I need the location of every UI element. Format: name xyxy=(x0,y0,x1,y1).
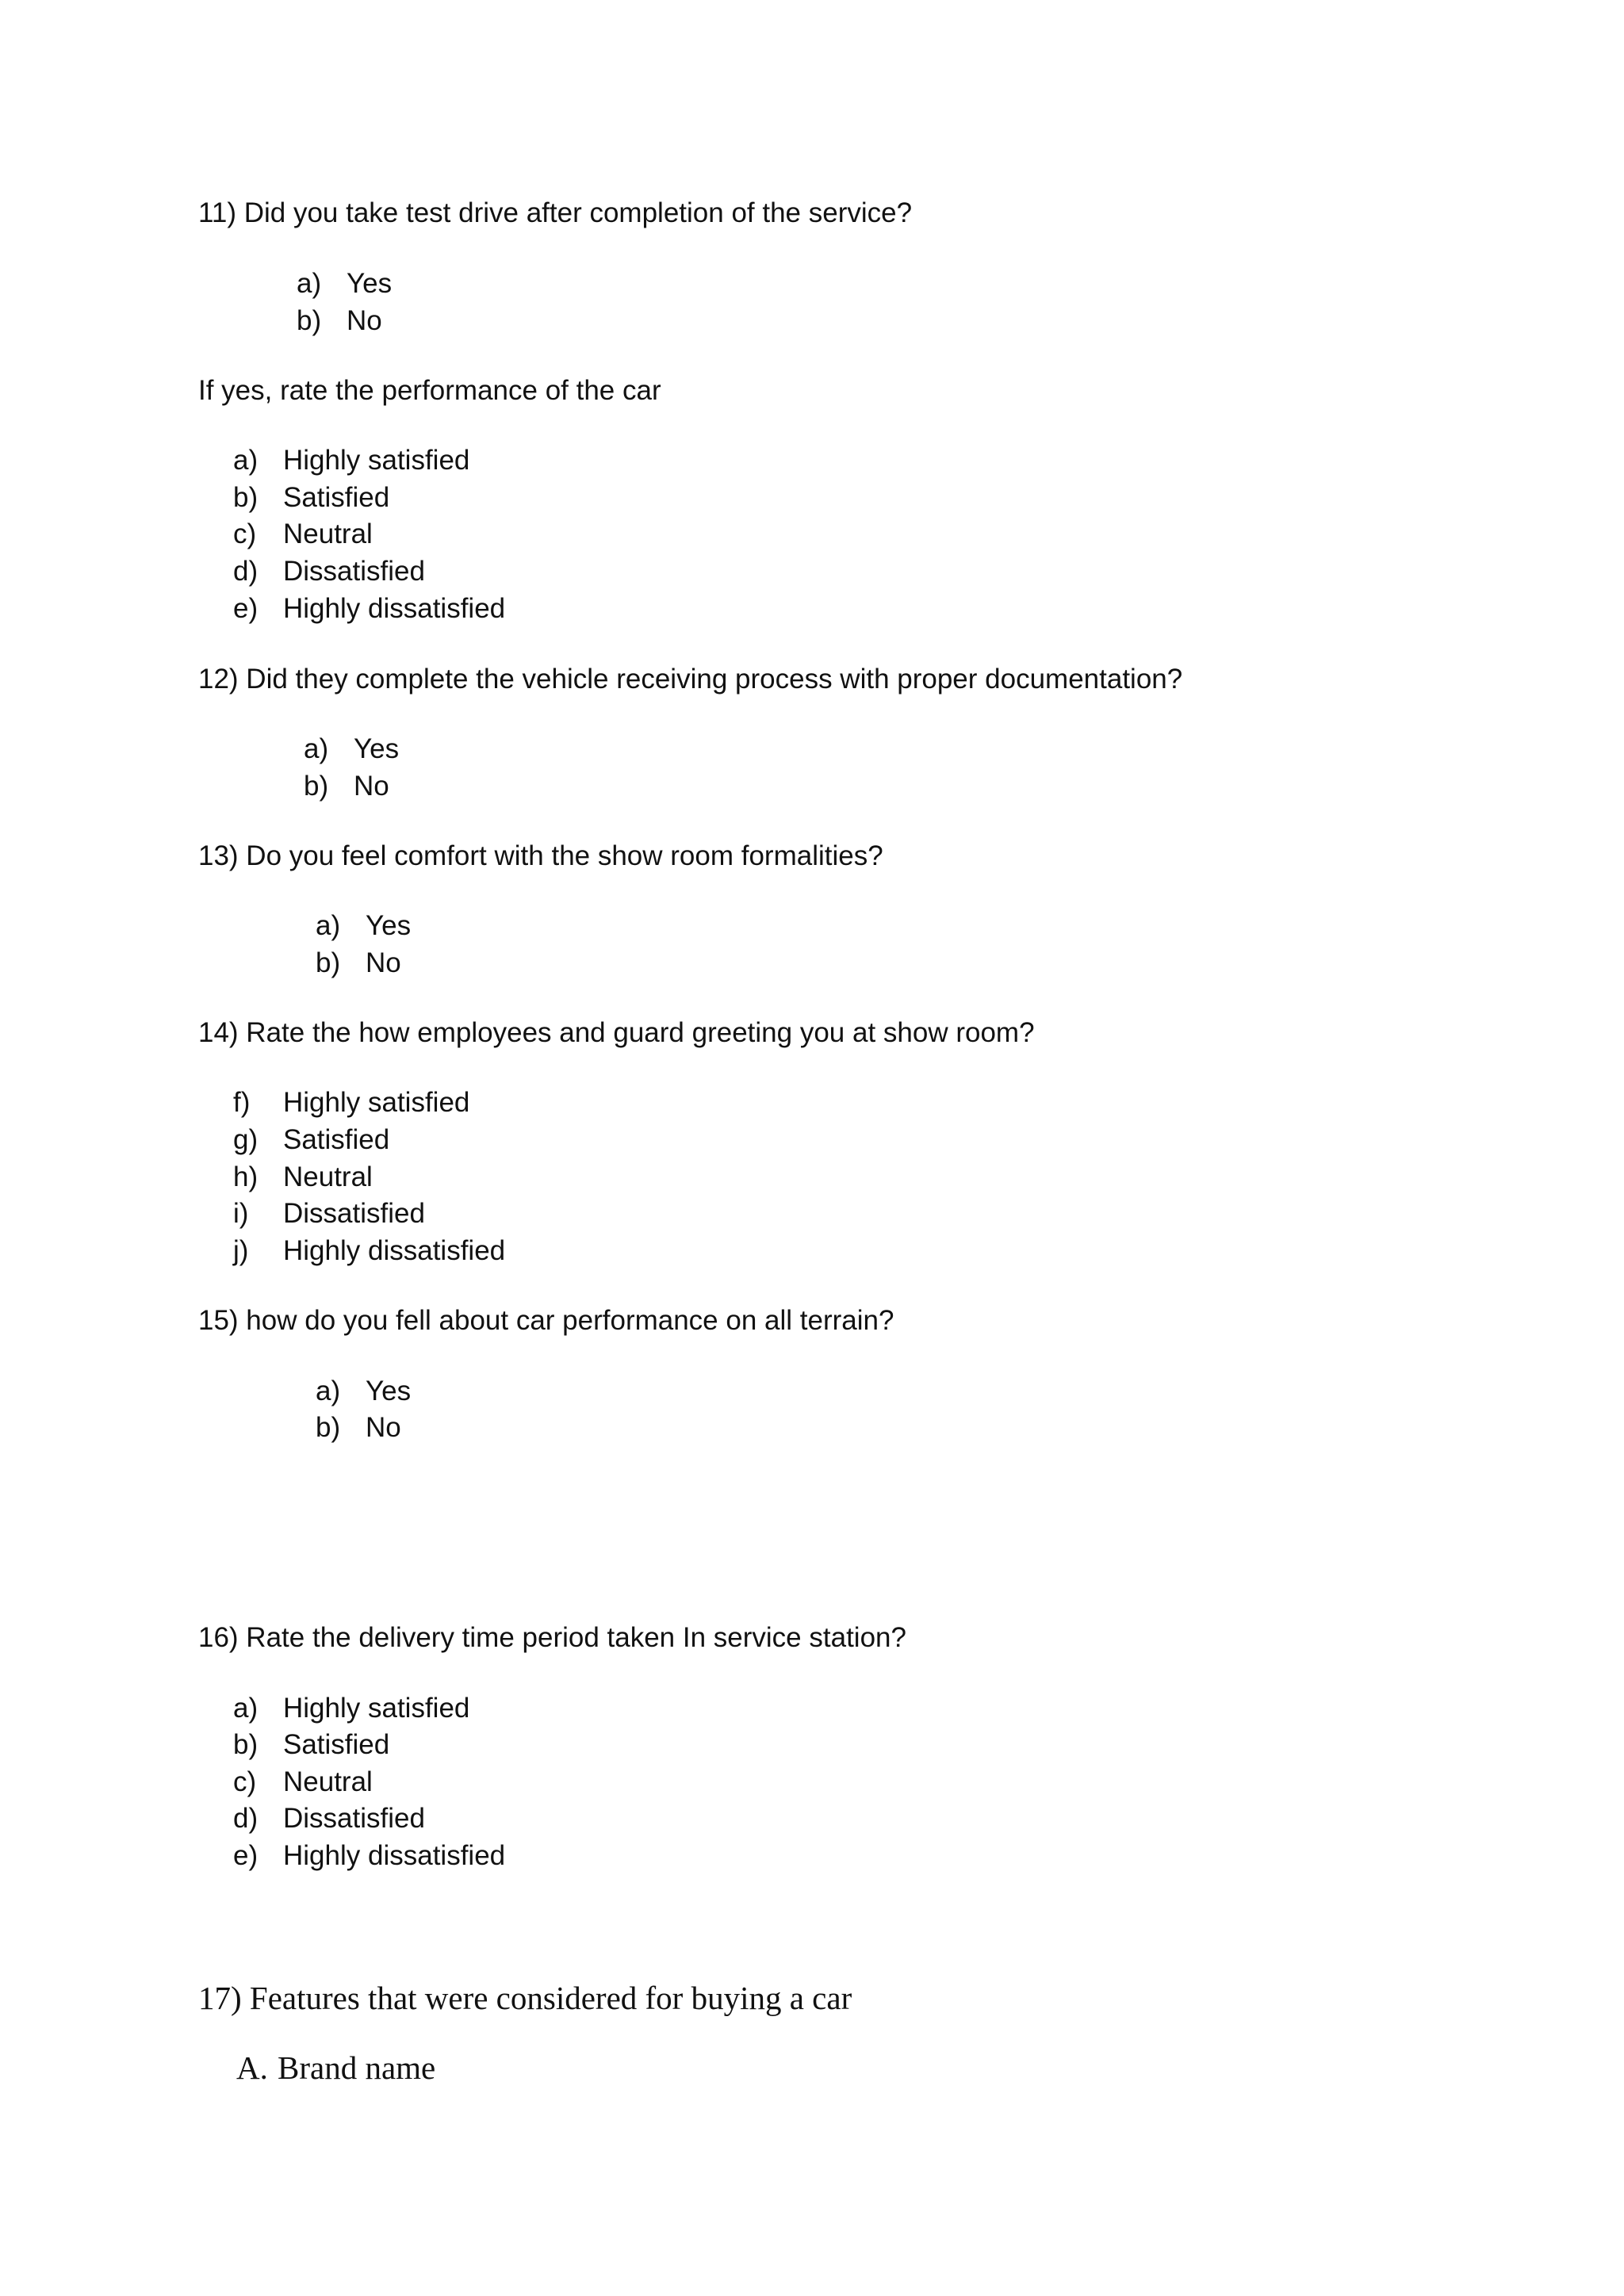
q11-followup: If yes, rate the performance of the car xyxy=(198,375,661,406)
question-14: 14) Rate the how employees and guard greeting you at show room? xyxy=(198,1017,1035,1048)
q15-option-b-text: No xyxy=(366,1412,401,1443)
question-11: 11) Did you take test drive after completion of the service? xyxy=(198,197,913,228)
question-12: 12) Did they complete the vehicle receiving process with proper documentation? xyxy=(198,664,1183,695)
q14-option-j-letter: j) xyxy=(233,1235,249,1266)
q17-option-a-letter: A. xyxy=(236,2049,268,2086)
q11-option-b-letter: b) xyxy=(297,305,322,336)
q11-followup-option-d-letter: d) xyxy=(233,556,259,587)
question-15: 15) how do you fell about car performance on all terrain? xyxy=(198,1305,894,1336)
q16-option-d-text: Dissatisfied xyxy=(283,1803,425,1834)
q14-option-h-text: Neutral xyxy=(283,1161,373,1192)
q15-option-a-letter: a) xyxy=(316,1376,341,1406)
q11-followup-option-e-text: Highly dissatisfied xyxy=(283,593,506,624)
q13-option-a-text: Yes xyxy=(366,910,412,941)
q14-option-i-letter: i) xyxy=(233,1198,249,1229)
q12-option-b-letter: b) xyxy=(304,771,329,802)
q11-option-a-letter: a) xyxy=(297,268,322,299)
q14-option-f-text: Highly satisfied xyxy=(283,1087,470,1118)
q14-option-h-letter: h) xyxy=(233,1161,259,1192)
q16-option-c-letter: c) xyxy=(233,1766,257,1797)
q11-followup-option-b-letter: b) xyxy=(233,482,259,513)
q12-option-a-text: Yes xyxy=(354,733,400,764)
q15-option-a-text: Yes xyxy=(366,1376,412,1406)
q14-option-f-letter: f) xyxy=(233,1087,251,1118)
q12-option-a-letter: a) xyxy=(304,733,329,764)
q17-option-a-text: Brand name xyxy=(278,2049,436,2086)
q11-option-a-text: Yes xyxy=(347,268,393,299)
q13-option-b-text: No xyxy=(366,947,401,978)
q16-option-e-letter: e) xyxy=(233,1840,259,1871)
q14-option-i-text: Dissatisfied xyxy=(283,1198,425,1229)
q16-option-e-text: Highly dissatisfied xyxy=(283,1840,506,1871)
q11-followup-option-a-text: Highly satisfied xyxy=(283,445,470,476)
q14-option-g-letter: g) xyxy=(233,1124,259,1155)
question-16: 16) Rate the delivery time period taken In service station? xyxy=(198,1622,906,1653)
q14-option-g-text: Satisfied xyxy=(283,1124,390,1155)
q16-option-a-letter: a) xyxy=(233,1693,259,1724)
q11-followup-option-c-letter: c) xyxy=(233,519,257,549)
q11-followup-option-d-text: Dissatisfied xyxy=(283,556,425,587)
q11-option-b-text: No xyxy=(347,305,382,336)
q11-followup-option-a-letter: a) xyxy=(233,445,259,476)
q16-option-a-text: Highly satisfied xyxy=(283,1693,470,1724)
q16-option-b-text: Satisfied xyxy=(283,1729,390,1760)
q14-option-j-text: Highly dissatisfied xyxy=(283,1235,506,1266)
q16-option-d-letter: d) xyxy=(233,1803,259,1834)
q16-option-c-text: Neutral xyxy=(283,1766,373,1797)
q16-option-b-letter: b) xyxy=(233,1729,259,1760)
q11-followup-option-c-text: Neutral xyxy=(283,519,373,549)
q13-option-b-letter: b) xyxy=(316,947,341,978)
question-17: 17) Features that were considered for buying a car xyxy=(198,1980,852,2016)
q13-option-a-letter: a) xyxy=(316,910,341,941)
q11-followup-option-b-text: Satisfied xyxy=(283,482,390,513)
q12-option-b-text: No xyxy=(354,771,389,802)
q15-option-b-letter: b) xyxy=(316,1412,341,1443)
question-13: 13) Do you feel comfort with the show room formalities? xyxy=(198,840,883,871)
q11-followup-option-e-letter: e) xyxy=(233,593,259,624)
